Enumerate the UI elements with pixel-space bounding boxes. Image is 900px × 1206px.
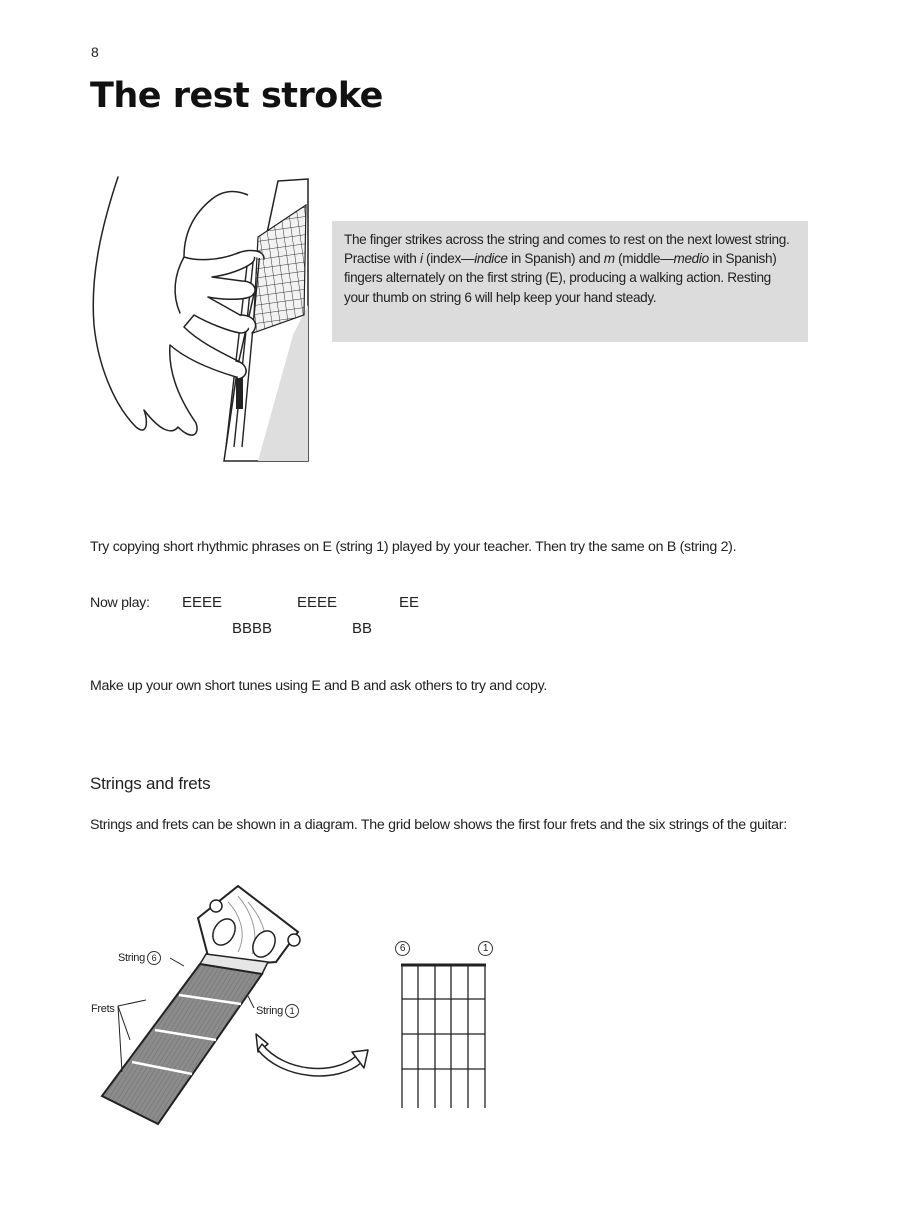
info-indice-word: indice xyxy=(474,251,508,267)
label-string-6 xyxy=(118,951,161,965)
now-play-e-notes-3: EE xyxy=(399,594,420,611)
label-string-1 xyxy=(256,1004,299,1018)
now-play-b-notes-2: BB xyxy=(352,620,373,637)
info-medio-word: medio xyxy=(673,251,709,267)
hand-rest-stroke-illustration xyxy=(88,165,310,465)
now-play-b-notes-1: BBBB xyxy=(232,620,273,637)
label-string-6-text: String xyxy=(118,951,145,964)
info-text-5: in Spanish) fingers alternately on the first string (E), producing a walking action. Resting your thumb on string 6 will help keep your hand steady. xyxy=(344,251,777,305)
info-index-letter: i xyxy=(419,251,423,267)
circled-one-icon: 1 xyxy=(285,1004,299,1018)
circled-six-icon: 6 xyxy=(395,941,410,956)
label-frets: Frets xyxy=(91,1003,115,1015)
info-text-3: in Spanish) and xyxy=(507,251,604,267)
copy-phrases-paragraph: Try copying short rhythmic phrases on E (string 1) played by your teacher. Then try the same on B (string 2). xyxy=(90,539,737,555)
strings-frets-paragraph: Strings and frets can be shown in a diagram. The grid below shows the first four frets and the six strings of the guitar: xyxy=(90,817,787,833)
label-string-1-text: String xyxy=(256,1004,283,1017)
grid-string-1-marker xyxy=(478,941,493,956)
rest-stroke-info-box xyxy=(332,221,808,342)
circled-six-icon: 6 xyxy=(147,951,161,965)
make-tunes-paragraph: Make up your own short tunes using E and B and ask others to try and copy. xyxy=(90,678,548,694)
info-middle-letter: m xyxy=(603,251,615,267)
now-play-label: Now play: xyxy=(90,595,150,611)
curved-double-arrow-icon xyxy=(254,1032,370,1082)
page-number: 8 xyxy=(91,44,99,60)
circled-one-icon: 1 xyxy=(478,941,493,956)
info-text-1: The finger strikes across the string and comes to rest on the next lowest string. Practise with xyxy=(344,232,790,267)
info-text-4: (middle— xyxy=(614,251,674,267)
now-play-e-notes-1: EEEE xyxy=(182,594,223,611)
section-heading: Strings and frets xyxy=(90,774,211,793)
now-play-e-notes-2: EEEE xyxy=(297,594,338,611)
fret-grid-diagram xyxy=(386,938,496,1113)
grid-string-6-marker xyxy=(395,941,410,956)
page-title: The rest stroke xyxy=(90,76,383,116)
info-text-2: (index— xyxy=(422,251,475,267)
